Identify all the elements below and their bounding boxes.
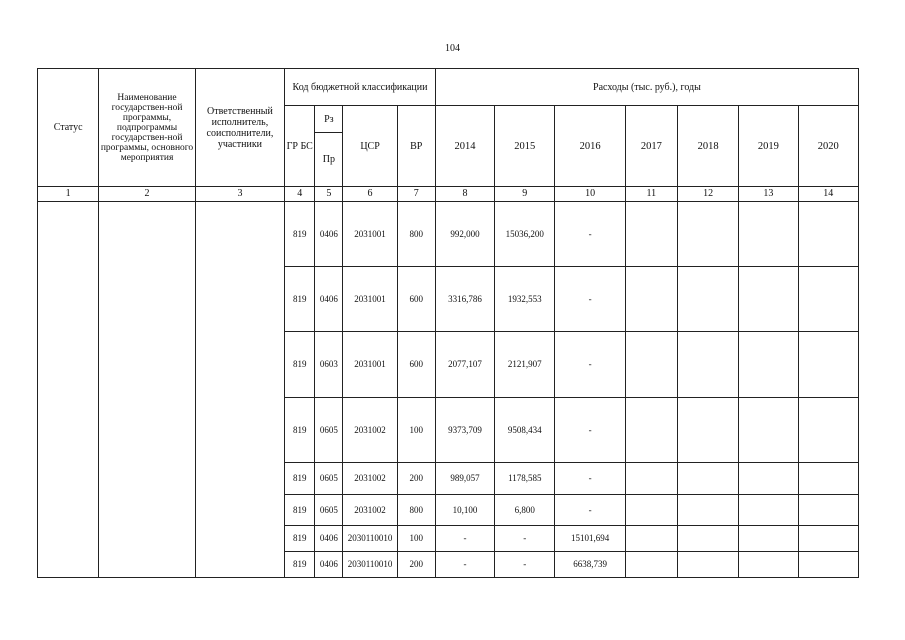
value-2019 [739, 332, 798, 397]
value-2015: 1932,553 [495, 267, 555, 332]
vr-cell: 600 [397, 332, 435, 397]
column-number: 12 [678, 187, 739, 202]
rzpr-cell: 0406 [315, 267, 343, 332]
header-year-2015: 2015 [495, 106, 555, 187]
grbs-cell: 819 [285, 525, 315, 551]
header-vr: ВР [397, 106, 435, 187]
value-2018 [678, 551, 739, 577]
csr-cell: 2031002 [343, 462, 397, 494]
vr-cell: 100 [397, 525, 435, 551]
value-2019 [739, 525, 798, 551]
csr-cell: 2030110010 [343, 525, 397, 551]
value-2016: - [555, 267, 625, 332]
value-2017 [625, 525, 677, 551]
value-2017 [625, 494, 677, 525]
header-pr: Пр [315, 133, 343, 187]
vr-cell: 600 [397, 267, 435, 332]
header-year-2017: 2017 [625, 106, 677, 187]
header-csr: ЦСР [343, 106, 397, 187]
value-2020 [798, 551, 858, 577]
executor-cell [195, 202, 284, 578]
value-2019 [739, 494, 798, 525]
column-number: 14 [798, 187, 858, 202]
column-number-row [38, 187, 859, 202]
value-2018 [678, 202, 739, 267]
value-2016: 15101,694 [555, 525, 625, 551]
value-2020 [798, 267, 858, 332]
rzpr-cell: 0605 [315, 494, 343, 525]
header-year-2018: 2018 [678, 106, 739, 187]
header-rz: Рз [315, 106, 343, 133]
column-number: 8 [435, 187, 494, 202]
value-2018 [678, 494, 739, 525]
grbs-cell: 819 [285, 202, 315, 267]
value-2016: - [555, 202, 625, 267]
value-2015: 6,800 [495, 494, 555, 525]
value-2019 [739, 397, 798, 462]
value-2019 [739, 267, 798, 332]
rzpr-cell: 0605 [315, 462, 343, 494]
grbs-cell: 819 [285, 551, 315, 577]
value-2015: 15036,200 [495, 202, 555, 267]
value-2014: 10,100 [435, 494, 494, 525]
value-2015: - [495, 525, 555, 551]
csr-cell: 2031002 [343, 397, 397, 462]
column-number: 3 [195, 187, 284, 202]
value-2016: - [555, 462, 625, 494]
column-number: 1 [38, 187, 99, 202]
column-number: 2 [99, 187, 195, 202]
column-number: 4 [285, 187, 315, 202]
value-2019 [739, 462, 798, 494]
value-2014: 992,000 [435, 202, 494, 267]
value-2014: 3316,786 [435, 267, 494, 332]
column-number: 6 [343, 187, 397, 202]
column-number: 9 [495, 187, 555, 202]
csr-cell: 2031002 [343, 494, 397, 525]
grbs-cell: 819 [285, 397, 315, 462]
column-number: 5 [315, 187, 343, 202]
grbs-cell: 819 [285, 494, 315, 525]
budget-table [37, 68, 859, 578]
table-row [38, 202, 859, 267]
value-2020 [798, 494, 858, 525]
rzpr-cell: 0406 [315, 202, 343, 267]
vr-cell: 200 [397, 462, 435, 494]
value-2017 [625, 397, 677, 462]
csr-cell: 2031001 [343, 332, 397, 397]
value-2017 [625, 551, 677, 577]
value-2016: 6638,739 [555, 551, 625, 577]
column-number: 7 [397, 187, 435, 202]
value-2014: 989,057 [435, 462, 494, 494]
value-2017 [625, 462, 677, 494]
value-2020 [798, 397, 858, 462]
value-2016: - [555, 397, 625, 462]
header-year-2019: 2019 [739, 106, 798, 187]
value-2017 [625, 267, 677, 332]
name-cell [99, 202, 195, 578]
value-2016: - [555, 494, 625, 525]
status-cell [38, 202, 99, 578]
value-2014: - [435, 551, 494, 577]
value-2020 [798, 202, 858, 267]
value-2016: - [555, 332, 625, 397]
header-year-2016: 2016 [555, 106, 625, 187]
column-number: 11 [625, 187, 677, 202]
rzpr-cell: 0406 [315, 551, 343, 577]
value-2014: 9373,709 [435, 397, 494, 462]
page-number: 104 [445, 43, 460, 54]
vr-cell: 800 [397, 202, 435, 267]
value-2018 [678, 397, 739, 462]
value-2018 [678, 462, 739, 494]
value-2017 [625, 332, 677, 397]
value-2018 [678, 525, 739, 551]
value-2015: 1178,585 [495, 462, 555, 494]
grbs-cell: 819 [285, 332, 315, 397]
value-2019 [739, 202, 798, 267]
rzpr-cell: 0603 [315, 332, 343, 397]
grbs-cell: 819 [285, 462, 315, 494]
header-name: Наименование государствен-ной программы, подпрограммы государствен-ной программы, основного мероприятия [99, 69, 195, 187]
value-2017 [625, 202, 677, 267]
vr-cell: 100 [397, 397, 435, 462]
value-2015: 9508,434 [495, 397, 555, 462]
header-year-2020: 2020 [798, 106, 858, 187]
column-number: 13 [739, 187, 798, 202]
value-2015: - [495, 551, 555, 577]
value-2020 [798, 332, 858, 397]
value-2015: 2121,907 [495, 332, 555, 397]
grbs-cell: 819 [285, 267, 315, 332]
header-year-2014: 2014 [435, 106, 494, 187]
header-executor: Ответственный исполнитель, соисполнители, участники [195, 69, 284, 187]
rzpr-cell: 0406 [315, 525, 343, 551]
rzpr-cell: 0605 [315, 397, 343, 462]
csr-cell: 2030110010 [343, 551, 397, 577]
header-status: Статус [38, 69, 99, 187]
column-number: 10 [555, 187, 625, 202]
header-budget-code: Код бюджетной классификации [285, 69, 436, 106]
value-2014: 2077,107 [435, 332, 494, 397]
value-2018 [678, 267, 739, 332]
header-expenses: Расходы (тыс. руб.), годы [435, 69, 858, 106]
header-grbs: ГР БС [285, 106, 315, 187]
vr-cell: 200 [397, 551, 435, 577]
vr-cell: 800 [397, 494, 435, 525]
value-2020 [798, 525, 858, 551]
csr-cell: 2031001 [343, 267, 397, 332]
value-2014: - [435, 525, 494, 551]
value-2018 [678, 332, 739, 397]
value-2020 [798, 462, 858, 494]
csr-cell: 2031001 [343, 202, 397, 267]
value-2019 [739, 551, 798, 577]
